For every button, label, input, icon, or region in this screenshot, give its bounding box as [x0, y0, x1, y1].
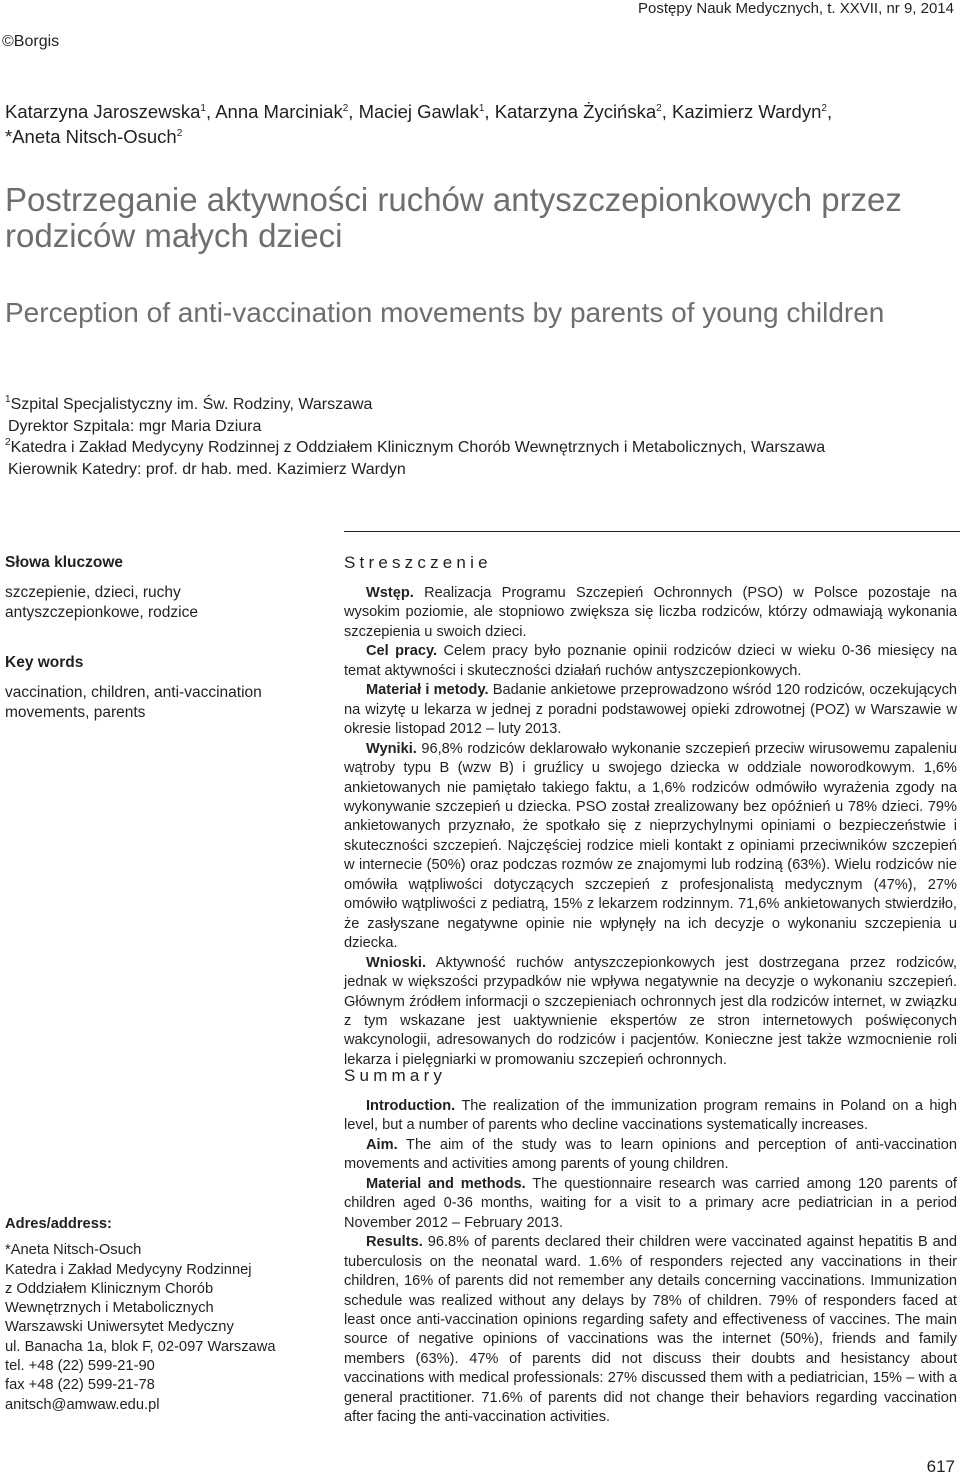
author-name: Anna Marciniak: [215, 101, 343, 122]
paragraph-label: Materiał i metody.: [366, 682, 489, 699]
author-separator: ,: [661, 101, 672, 122]
affiliation-text: Kierownik Katedry: prof. dr hab. med. Kazimierz Wardyn: [8, 460, 406, 478]
abstract-paragraph: [344, 681, 957, 739]
address-line: ul. Banacha 1a, blok F, 02-097 Warszawa: [5, 1338, 276, 1355]
author-name: Katarzyna Jaroszewska: [5, 101, 201, 122]
correspondence-address: [5, 1215, 305, 1415]
author-separator: ,: [205, 101, 216, 122]
paragraph-label: Wyniki.: [366, 740, 417, 757]
author-list: [5, 99, 945, 149]
affiliation-2-head: [5, 459, 950, 481]
abstract-paragraph: [344, 584, 957, 642]
paragraph-text: Badanie ankietowe przeprowadzono wśród 120 rodziców, oczekujących na wizytę u lekarza w jednej z poradni podstawowej opieki zdrowotnej (POZ) w Warszawie w okresie listopad 2012 – luty 2013.: [344, 682, 957, 738]
author-affiliation-sup: 2: [176, 128, 183, 139]
author-affiliation-sup: 1: [200, 103, 206, 114]
abstract-english-body: [344, 1097, 957, 1428]
paragraph-label: Aim.: [366, 1136, 398, 1153]
address-line: Wewnętrznych i Metabolicznych: [5, 1300, 214, 1317]
journal-header: Postępy Nauk Medycznych, t. XXVII, nr 9, 2014: [638, 0, 954, 17]
paragraph-text: 96,8% rodziców deklarowało wykonanie szczepień przeciw wirusowemu zapaleniu wątroby typu B (wzw B) i gruźlicy u swojego dziecka w oddziale noworodkowym. 1,6% ankietowanych nie pamiętało takiego faktu, a 1,6% rodziców odmówiło wyrażenia zgody na wykonywanie szczepień u dziecka. PSO został zrealizowany bez opóźnień u 78% dzieci. 79% ankietowanych przyznało, że spotkało się z nieprzychylnymi opiniami o bezpieczeństwie i skuteczności szczepień. Najczęściej rodzice mieli kontakt z opiniami przeciwników szczepień w internecie (50%) oraz podczas rozmów ze znajomymi lub rodziną (63%). Wielu rodziców nie omówiła wątpliwości dotyczących szczepień z profesjonalistą medycznym (47%), 27% omówiło wątpliwości z pediatrą, 15% z lekarzem rodzinnym. 71,6% ankietowanych stwierdziło, że zasłyszane negatywne opinie nie wpłynęły na ich decyzje o wykonaniu szczepienia u dziecka.: [344, 740, 957, 952]
paragraph-label: Material and methods.: [366, 1175, 526, 1192]
abstract-paragraph: [344, 1097, 957, 1136]
abstract-paragraph: [344, 954, 957, 1071]
abstract-polish-heading: Streszczenie: [344, 553, 492, 572]
address-email[interactable]: anitsch@amwaw.edu.pl: [5, 1396, 160, 1413]
abstract-polish-body: [344, 584, 957, 1070]
abstract-english-heading: Summary: [344, 1066, 447, 1085]
paragraph-label: Wnioski.: [366, 954, 426, 971]
abstract-english: [344, 1066, 957, 1428]
paragraph-label: Results.: [366, 1234, 423, 1251]
address-phone: tel. +48 (22) 599-21-90: [5, 1358, 155, 1375]
paragraph-text: The questionnaire research was carried among 120 parents of children aged 0-36 months, waiting for a visit to a primary acre pediatrician in a period November 2012 – February 2013.: [344, 1175, 957, 1231]
author-separator: ,: [348, 101, 359, 122]
paragraph-text: Celem pracy było poznanie opinii rodziców dzieci w wieku 0-36 miesięcy na temat aktywności i skuteczności działań ruchów antyszczepionkowych.: [344, 643, 957, 679]
author-separator: ,: [826, 101, 833, 122]
affiliations: [5, 394, 950, 480]
corresponding-author-name: *Aneta Nitsch-Osuch: [5, 126, 177, 147]
paragraph-text: Realizacja Programu Szczepień Ochronnych (PSO) w Polsce pozostaje na wysokim poziomie, ale stopniowo zwiększa się liczba rodziców, którzy odmawiają wykonania szczepienia u swoich dzieci.: [344, 585, 957, 640]
address-line: *Aneta Nitsch-Osuch: [5, 1242, 142, 1259]
paragraph-text: The realization of the immunization program remains in Poland on a high level, but a number of parents who decline vaccinations systematically increases.: [344, 1098, 957, 1134]
author-affiliation-sup: 2: [342, 103, 349, 114]
affiliation-text: Dyrektor Szpitala: mgr Maria Dziura: [8, 417, 262, 435]
affiliation-1-director: [5, 416, 950, 438]
title-polish: Postrzeganie aktywności ruchów antyszczepionkowych przez rodziców małych dzieci: [5, 181, 902, 254]
address-line: Katedra i Zakład Medycyny Rodzinnej: [5, 1261, 252, 1278]
author-name: Katarzyna Życińska: [494, 101, 657, 122]
title-english: Perception of anti-vaccination movements by parents of young children: [5, 297, 885, 328]
affiliation-text: Katedra i Zakład Medycyny Rodzinnej z Oddziałem Klinicznym Chorób Wewnętrznych i Metabolicznych, Warszawa: [10, 439, 826, 456]
keywords-column: [5, 553, 305, 753]
address-fax: fax +48 (22) 599-21-78: [5, 1377, 155, 1394]
paragraph-text: Aktywność ruchów antyszczepionkowych jest dostrzegana przez rodziców, jednak w większości przypadków nie wpływa negatywnie na decyzje o wykonaniu szczepień. Głównym źródłem informacji o szczepieniach ochronnych jest dla rodziców internet, w związku z tym wskazane jest uaktywnienie ekspertów ze stron internetowych poświęconych wakcynologii, adresowanych do rodziców i pacjentów. Konieczne jest także wzmocnienie roli lekarza i pielęgniarki w promowaniu szczepień ochronnych.: [344, 954, 957, 1068]
address-heading: Adres/address:: [5, 1216, 112, 1232]
author-line-1: [5, 99, 945, 124]
author-name: Kazimierz Wardyn: [671, 101, 822, 122]
keywords-en-text: vaccination, children, anti-vaccination movements, parents: [5, 684, 262, 721]
publisher-mark: ©Borgis: [2, 33, 60, 50]
affiliation-sup: 2: [5, 437, 11, 448]
keywords-pl-text: szczepienie, dzieci, ruchy antyszczepionkowe, rodzice: [5, 584, 198, 621]
section-divider: [344, 531, 960, 532]
author-affiliation-sup: 2: [821, 103, 827, 114]
author-line-2: [5, 124, 945, 149]
address-line: Warszawski Uniwersytet Medyczny: [5, 1319, 234, 1336]
abstract-paragraph: [344, 1233, 957, 1428]
address-line: z Oddziałem Klinicznym Chorób: [5, 1280, 214, 1297]
paragraph-label: Introduction.: [366, 1098, 456, 1114]
paragraph-label: Wstęp.: [366, 585, 414, 601]
author-affiliation-sup: 1: [478, 103, 485, 114]
page-number: 617: [926, 1457, 955, 1476]
paragraph-text: The aim of the study was to learn opinions and perception of anti-vaccination movements and activities among parents of young children.: [344, 1136, 957, 1173]
affiliation-text: Szpital Specjalistyczny im. Św. Rodziny, Warszawa: [10, 396, 373, 413]
paragraph-label: Cel pracy.: [366, 643, 438, 660]
abstract-paragraph: [344, 1136, 957, 1175]
abstract-paragraph: [344, 740, 957, 954]
abstract-polish: [344, 553, 957, 1070]
abstract-paragraph: [344, 1175, 957, 1233]
author-affiliation-sup: 2: [656, 103, 662, 114]
keywords-pl-heading: Słowa kluczowe: [5, 554, 124, 571]
affiliation-1: [5, 394, 950, 416]
author-separator: ,: [484, 101, 495, 122]
abstract-paragraph: [344, 642, 957, 681]
paragraph-text: 96.8% of parents declared their children were vaccinated against hepatitis B and tuberculosis on the neonatal ward. 1.6% of responders rejected any vaccinations in their children, 16% of parents did not remember any details concerning vaccinations. Immunization schedule was realized without any delays by 78% of children. 79% of responders faced at least once anti-vaccination opinions regarding safety and effectiveness of vaccines. The main source of negative opinions of vaccinations was the internet (50%), friends and family members (63%). 47% of parents did not discuss their doubts and hesistancy about vaccinations with medical professionals: 27% discussed them with a pediatrician, 15% – with a general practitioner. 71.6% of parents did not change their behaviors regarding vaccination after facing the anti-vaccination activities.: [344, 1234, 957, 1426]
keywords-en-heading: Key words: [5, 654, 84, 671]
author-name: Maciej Gawlak: [358, 101, 479, 122]
affiliation-2: [5, 437, 950, 459]
affiliation-sup: 1: [5, 394, 11, 405]
